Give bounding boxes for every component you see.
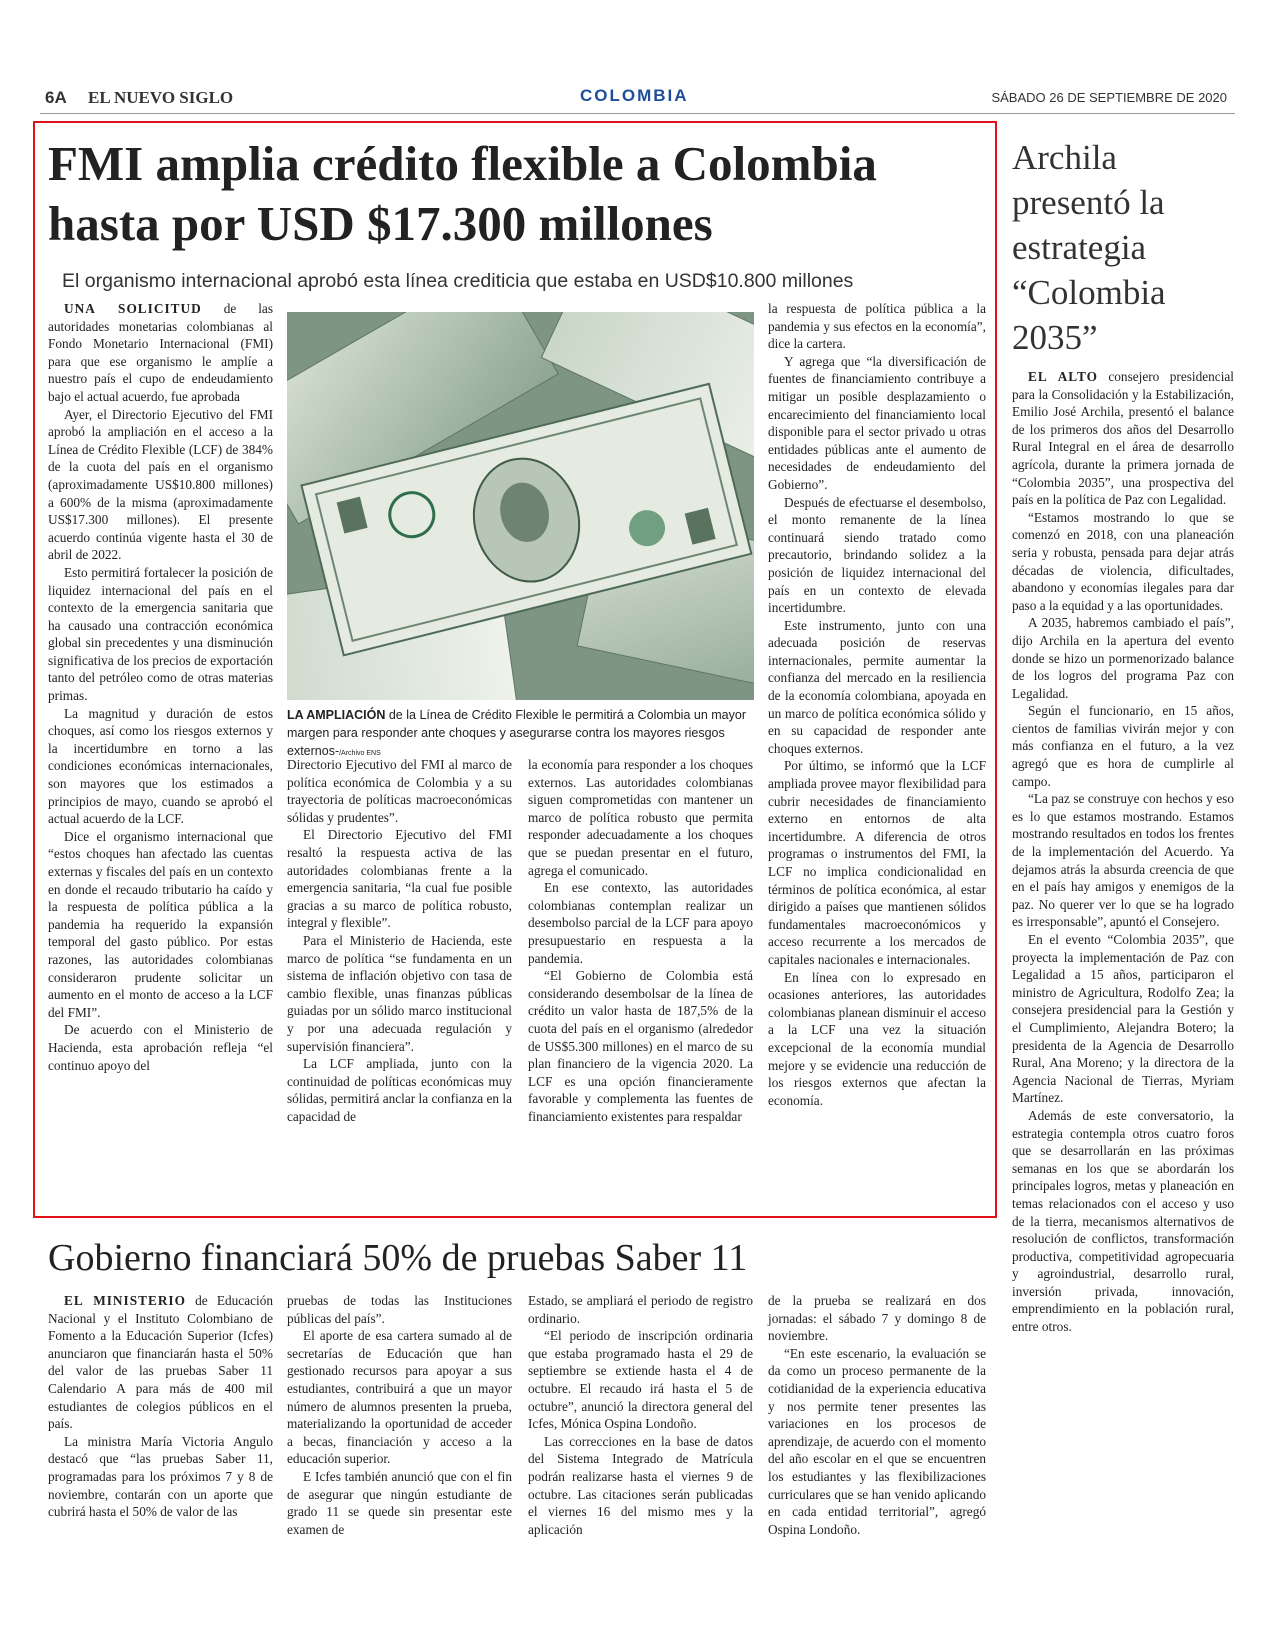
page-number: 6A (45, 88, 67, 107)
paragraph: En ese contexto, las autoridades colombianas contemplan realizar un desembolso parcial de la LCF para apoyo presupuestario en respuesta a la pandemia. (528, 880, 753, 966)
paragraph: “En este escenario, la evaluación se da como un proceso permanente de la cotidianidad de la experiencia educativa y nos permite tener presentes las variaciones en los procesos de aprendizaje, de acuerdo con el momento del año escolar en el que se encuentren los estudiantes y las flexibilizaciones curriculares que se han venido aplicando en cada entidad territorial”, agregó Ospina Londoño. (768, 1345, 986, 1537)
lead-column-2 (287, 756, 512, 1125)
photo-credit: /Archivo ENS (339, 750, 381, 757)
paragraph: Ayer, el Directorio Ejecutivo del FMI aprobó la ampliación en el acceso a la Línea de Crédito Flexible (LCF) de 384% de la cuota del país en el organismo (aproximadamente US$10.800 millones) a 600% de la misma (aproximadamente US$17.300 millones). El presente acuerdo continúa vigente hasta el 30 de abril de 2022. (48, 406, 273, 563)
lead-subheadline: El organismo internacional aprobó esta línea crediticia que estaba en USD$10.800 millones (62, 270, 854, 292)
paragraph: En el evento “Colombia 2035”, que proyecta la implementación de Paz con Legalidad a 15 años, participaron el ministro de Agricultura, Rodolfo Zea; la consejera presidencial para la Gestión y el Cumplimiento, Alejandra Botero; la presidenta de la Agencia de Desarrollo Rural, Ana Moreno; y la directora de la Agencia Nacional de Tierras, Myriam Martínez. (1012, 932, 1234, 1106)
paragraph: Estado, se ampliará el periodo de registro ordinario. (528, 1293, 753, 1326)
paragraph: Para el Ministerio de Hacienda, este marco de política “se fundamenta en un sistema de inflación objetivo con tasa de cambio flexible, unas finanzas públicas guiadas por un sólido marco institucional y por una adecuada regulación y supervisión financiera”. (287, 932, 512, 1054)
paragraph: de la prueba se realizará en dos jornadas: el sábado 7 y domingo 8 de noviembre. (768, 1293, 986, 1344)
issue-date: SÁBADO 26 DE SEPTIEMBRE DE 2020 (991, 90, 1227, 105)
header-rule (40, 113, 1235, 114)
paragraph: “Estamos mostrando lo que se comenzó en 2018, con una planeación seria y robusta, pensada para dejar atrás décadas de violencia, dificultades, abandono y economías ilegales para dar paso a la equidad y a las oportunidades. (1012, 509, 1234, 613)
paragraph: “El Gobierno de Colombia está considerando desembolsar de la línea de crédito un valor hasta de 187,5% de la cuota del país en el organismo (alrededor de US$5.300 millones) en el marco de su plan financiero de la vigencia 2020. La LCF es una opción financieramente favorable y complementa las fuentes de financiamiento existentes para respaldar (528, 968, 753, 1124)
paragraph: E Icfes también anunció que con el fin de asegurar que ningún estudiante de grado 11 se quede sin presentar este examen de (287, 1468, 512, 1537)
paragraph: La ministra María Victoria Angulo destacó que “las pruebas Saber 11, programadas para los próximos 7 y 8 de noviembre, contarán con un aporte que cubrirá hasta el 50% de valor de las (48, 1433, 273, 1520)
side-column (1012, 368, 1234, 1336)
bottom-headline: Gobierno financiará 50% de pruebas Saber 11 (48, 1237, 748, 1279)
paragraph: Este instrumento, junto con una adecuada posición de reservas internacionales, permite aumentar la confianza del mercado en la resiliencia de la economía colombiana, apoyada en un marco de política económica sólido y en su capacidad de responder ante choques externos. (768, 617, 986, 756)
paragraph: “La paz se construye con hechos y eso es lo que estamos mostrando. Estamos mostrando resultados en todos los frentes de la implementación del Acuerdo. Ya dejamos atrás la absurda creencia de que en el país hay amigos y enemigos de la paz. No querer ver lo que se ha logrado es irresponsable”, apuntó el Consejero. (1012, 791, 1234, 930)
paragraph: “El periodo de inscripción ordinaria que estaba programado hasta el 29 de septiembre se extiende hasta el 4 de octubre. El recaudo irá hasta el 5 de octubre”, anunció la directora general del Icfes, Mónica Ospina Londoño. (528, 1328, 753, 1432)
paragraph: Dice el organismo internacional que “estos choques han afectado las cuentas externas y fiscales del país en un contexto en donde el recaudo tributario ha caído y la respuesta de política pública a la pandemia ha requerido la expansión temporal del gasto público. Por estas razones, las autoridades colombianas consideraron prudente solicitar un aumento en el monto de acceso a la LCF del FMI”. (48, 828, 273, 1020)
caption-lead-in: LA AMPLIACIÓN (287, 708, 386, 722)
paragraph: A 2035, habremos cambiado el país”, dijo Archila en la apertura del evento donde se hizo un pormenorizado balance de los logros del programa Paz con Legalidad. (1012, 615, 1234, 701)
paragraph: La magnitud y duración de estos choques, así como los riesgos externos y la incertidumbre en torno a las condiciones económicas internacionales, son mayores que los estimados a principios de mayo, cuando se aprobó el actual acuerdo de la LCF. (48, 705, 273, 827)
photo-caption (287, 706, 754, 763)
side-headline: Archila presentó la estrategia “Colombia 2035” (1012, 138, 1166, 357)
paragraph: La LCF ampliada, junto con la continuidad de políticas económicas muy sólidas, permitirá anclar la confianza en la capacidad de (287, 1056, 512, 1124)
bottom-column-3 (528, 1292, 753, 1538)
paragraph: de las autoridades monetarias colombianas al Fondo Monetario Internacional (FMI) para que ese organismo le amplíe a nuestro país el cupo de endeudamiento bajo el actual acuerdo, fue aprobada (48, 301, 274, 404)
paragraph: de Educación Nacional y el Instituto Colombiano de Fomento a la Educación Superior (Icfes) anunciaron que financiarán hasta el 50% del valor de las pruebas Saber 11 Calendario A para más de 400 mil estudiantes de colegios públicos en el país. (48, 1293, 273, 1432)
lead-headline: FMI amplia crédito flexible a Colombia hasta por USD $17.300 millones (48, 136, 877, 251)
paragraph: la economía para responder a los choques externos. Las autoridades colombianas siguen comprometidas con mantener un marco de política robusto que permita responder adecuadamente a los choques que se puedan presentar en el futuro, agrega el comunicado. (528, 757, 753, 878)
paragraph: Y agrega que “la diversificación de fuentes de financiamiento contribuye a mitigar un posible desplazamiento o encarecimiento del financiamiento local disponible para el sector privado u otras entidades públicas ante el aumento de necesidades de endeudamiento del Gobierno”. (768, 353, 986, 492)
paragraph: Las correcciones en la base de datos del Sistema Integrado de Matrícula podrán realizarse hasta el viernes 9 de octubre. Las citaciones serán publicadas el viernes 16 del mismo mes y la aplicación (528, 1433, 753, 1537)
paragraph: De acuerdo con el Ministerio de Hacienda, esta aprobación refleja “el continuo apoyo del (48, 1022, 273, 1073)
paragraph: Esto permitirá fortalecer la posición de liquidez internacional del país en el contexto de la emergencia sanitaria que ha causado una contracción económica global sin precedentes y una disminución significativa de los precios de exportación tanto del petróleo como de otras materias primas. (48, 564, 273, 704)
lead-in: EL MINISTERIO (64, 1293, 186, 1308)
bottom-column-4 (768, 1292, 986, 1538)
lead-column-4 (768, 300, 986, 1109)
lead-column-1 (48, 300, 273, 1074)
paragraph: Según el funcionario, en 15 años, cientos de familias vivirán mejor y con más confianza en el futuro, a la vez agregó que es hora de cumplirle al campo. (1012, 703, 1234, 789)
paragraph: Además de este conversatorio, la estrategia contempla otros cuatro foros que se desarrollarán en las próximas semanas en los que se abordarán los principales logros, metas y planeación en temas relacionados con el acceso y uso de la tierra, mecanismos alternativos de resolución de conflictos, transformación productiva, competitividad agropecuaria y agroindustrial, desarrollo rural, inversión privada, innovación, emprendimiento en la población rural, entre otros. (1012, 1107, 1234, 1335)
lead-in: UNA SOLICITUD (64, 301, 202, 316)
lead-column-3 (528, 756, 753, 1125)
paragraph: Después de efectuarse el desembolso, el monto remanente de la línea continuará siendo tratado como precautorio, brindando solidez a la posición de liquidez internacional del país en un contexto de elevada incertidumbre. (768, 494, 986, 616)
paragraph: El aporte de esa cartera sumado al de secretarías de Educación que han gestionado recursos para apoyar a sus estudiantes, contribuirá a que un mayor número de alumnos presenten la prueba, materializando la oportunidad de acceder a becas, financiación y acceso a la educación superior. (287, 1328, 512, 1467)
paragraph: El Directorio Ejecutivo del FMI resaltó la respuesta activa de las autoridades colombianas frente a la emergencia sanitaria, “la cual fue posible gracias a su marco de política robusto, integral y flexible”. (287, 827, 512, 931)
bottom-column-2 (287, 1292, 512, 1538)
paragraph: consejero presidencial para la Consolidación y la Estabilización, Emilio José Archila, presentó el balance de los primeros dos años del Desarrollo Rural Integral en el área de desarrollo agrícola, durante la primera jornada de “Colombia 2035”, una prospectiva del país en la política de Paz con Legalidad. (1012, 369, 1234, 508)
paragraph: la respuesta de política pública a la pandemia y sus efectos en la economía”, dice la cartera. (768, 301, 986, 352)
paragraph: Por último, se informó que la LCF ampliada provee mayor flexibilidad para cubrir necesidades de financiamiento externo en entornos de alta incertidumbre. A diferencia de otros programas o instrumentos del FMI, la LCF no implica condicionalidad en términos de política económica, al estar dirigido a países que mantienen sólidos fundamentales macroeconómicos y acceso recurrente a los mercados de capitales nacionales e internacionales. (768, 758, 986, 967)
newspaper-name: EL NUEVO SIGLO (88, 88, 234, 107)
banknotes-image (287, 312, 754, 700)
bottom-column-1 (48, 1292, 273, 1521)
lead-in: EL ALTO (1028, 369, 1098, 384)
paragraph: pruebas de todas las Instituciones públicas del país”. (287, 1293, 512, 1326)
section-name: COLOMBIA (580, 86, 689, 105)
dollar-bills-photo (287, 312, 754, 700)
paragraph: Directorio Ejecutivo del FMI al marco de política económica de Colombia y a su trayectoria de políticas macroeconómicas sólidas y prudentes”. (287, 757, 512, 825)
caption-text: de la Línea de Crédito Flexible le permitirá a Colombia un mayor margen para responder ante choques y asegurarse contra los mayores riesgos externos- (287, 708, 746, 758)
paragraph: En línea con lo expresado en ocasiones anteriores, las autoridades colombianas planean disminuir el acceso a la LCF una vez la situación excepcional de la economía mundial mejore y se evidencie una reducción de los riesgos externos que afectan la economía. (768, 969, 986, 1108)
